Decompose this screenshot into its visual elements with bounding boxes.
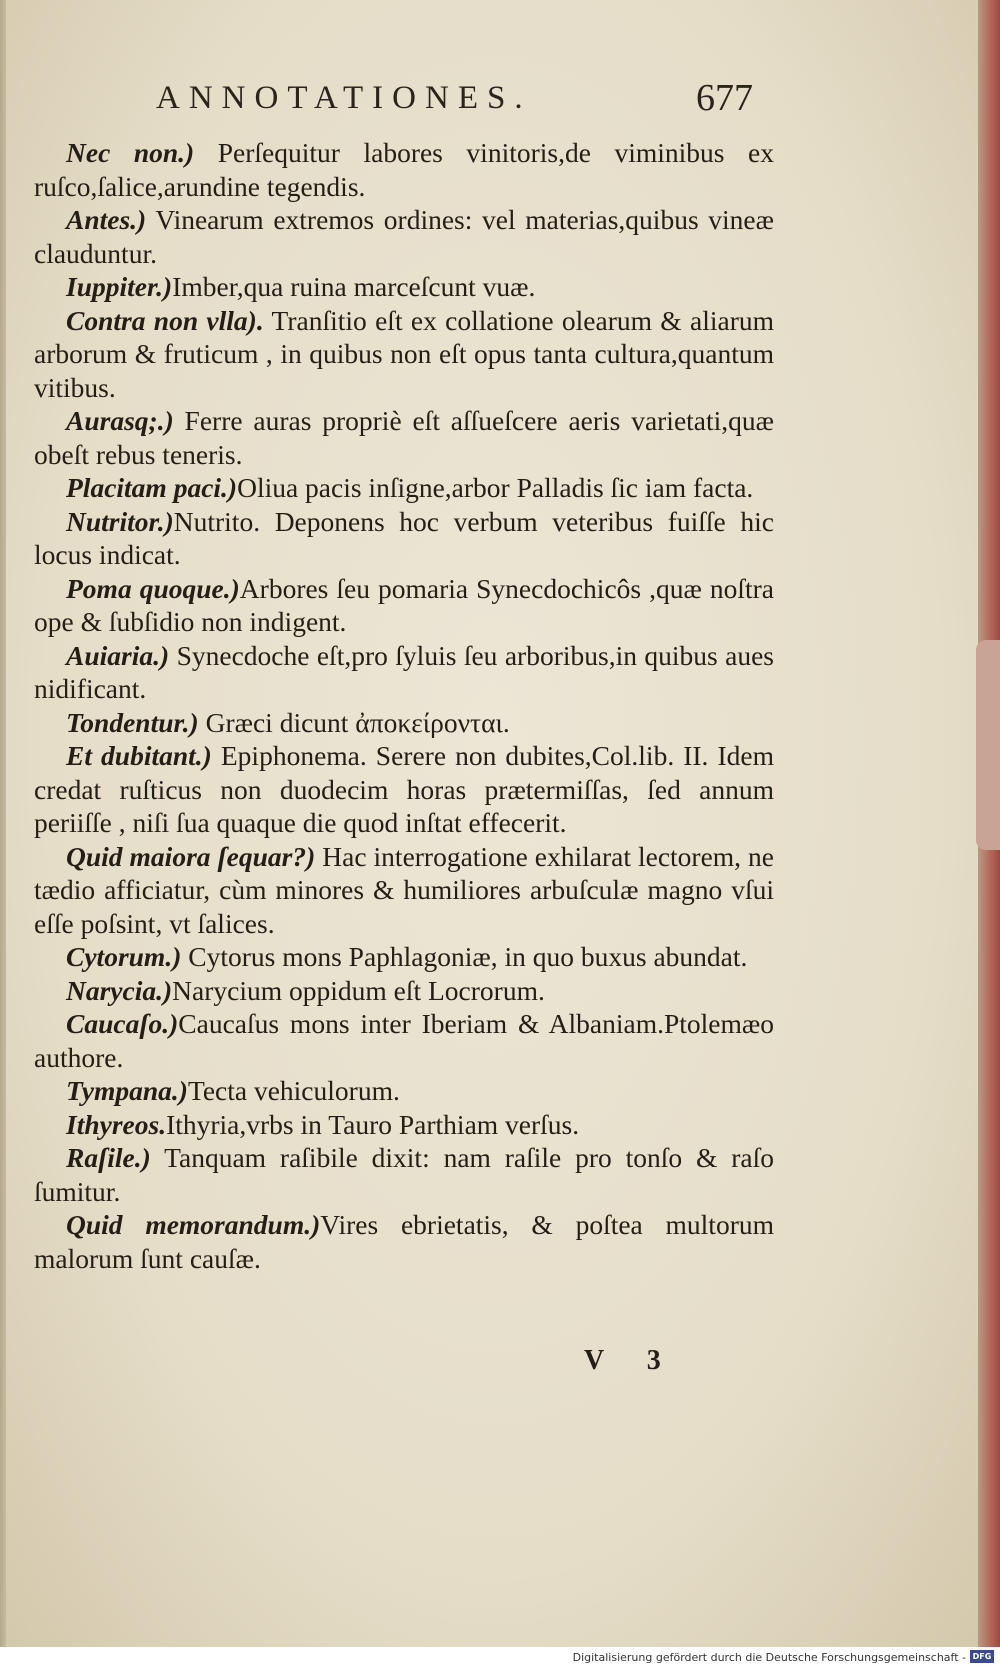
lemma: Quid memorandum.) — [66, 1209, 321, 1240]
commentary: Epiphonema. Serere non dubites,Col.lib. II. Idem credat ruſticus non duodecim horas prætermiſſas, ſed annum periiſſe , niſi ſua quaque die quod inſtat effecerit. — [34, 740, 774, 838]
page-tab — [976, 640, 1000, 850]
annotation-entry — [34, 203, 774, 270]
annotation-text — [34, 136, 774, 1275]
page-number: 677 — [696, 77, 753, 119]
lemma: Cytorum.) — [66, 941, 182, 972]
lemma: Quid maiora ſequar?) — [66, 840, 316, 872]
commentary: Narycium oppidum eſt Locrorum. — [172, 974, 545, 1006]
lemma: Nutritor.) — [66, 505, 174, 537]
annotation-entry — [34, 404, 774, 471]
commentary: Nutrito. Deponens hoc verbum veteribus fuiſſe hic locus indicat. — [34, 505, 774, 570]
lemma: Aurasq;.) — [66, 405, 174, 436]
commentary: Ferre auras propriè eſt aſſueſcere aeris varietati,quæ obeſt rebus teneris. — [34, 405, 774, 470]
commentary: Vinearum extremos ordines: vel materias,quibus vineæ clauduntur. — [34, 204, 774, 269]
annotation-entry — [34, 706, 774, 740]
lemma: Antes.) — [66, 204, 147, 235]
lemma: Auiaria.) — [66, 639, 170, 671]
annotation-entry — [34, 1108, 774, 1142]
commentary: Vires ebrietatis, & poſtea multorum malorum ſunt cauſæ. — [34, 1209, 774, 1274]
commentary: Perſequitur labores vinitoris,de viminibus ex ruſco,ſalice,arundine tegendis. — [34, 137, 774, 202]
annotation-entry — [34, 940, 774, 974]
lemma: Tondentur.) — [66, 706, 199, 738]
annotation-entry — [34, 1074, 774, 1108]
lemma: Narycia.) — [66, 974, 173, 1006]
commentary: Tranſitio eſt ex collatione olearum & aliarum arborum & fruticum , in quibus non eſt opus tanta cultura,quantum vitibus. — [34, 304, 774, 403]
annotation-entry — [34, 739, 774, 840]
running-head: ANNOTATIONES. — [156, 80, 532, 116]
lemma: Contra non vlla). — [66, 304, 264, 336]
annotation-entry — [34, 1141, 774, 1208]
commentary: Imber,qua ruina marceſcunt vuæ. — [172, 271, 536, 302]
annotation-entry — [34, 1208, 774, 1275]
commentary: Cytorus mons Paphlagoniæ, in quo buxus abundat. — [181, 941, 748, 972]
page-header — [6, 77, 981, 130]
lemma: Caucaſo.) — [66, 1008, 179, 1039]
commentary: Oliua pacis inſigne,arbor Palladis ſic iam facta. — [237, 472, 754, 503]
lemma: Ithyreos. — [66, 1108, 167, 1140]
commentary: Græci dicunt ἀποκείρονται. — [198, 706, 510, 738]
annotation-entry — [34, 471, 774, 505]
commentary: Caucaſus mons inter Iberiam & Albaniam.Ptolemæo authore. — [34, 1008, 774, 1073]
commentary: Arbores ſeu pomaria Synecdochicôs ,quæ noſtra ope & ſubſidio non indigent. — [34, 572, 775, 637]
lemma: Raſile.) — [66, 1142, 151, 1173]
lemma: Tympana.) — [66, 1075, 188, 1106]
annotation-entry — [34, 974, 774, 1008]
annotation-entry — [34, 639, 774, 706]
lemma: Nec non.) — [66, 137, 195, 168]
commentary: Synecdoche eſt,pro ſyluis ſeu arboribus,in quibus aues nidificant. — [34, 639, 774, 704]
commentary: Hac interrogatione exhilarat lectorem, ne tædio afficiatur, cùm minores & humiliores arbuſculæ magno vſui eſſe poſsint, vt ſalices. — [34, 840, 774, 939]
lemma: Poma quoque.) — [66, 572, 240, 604]
annotation-entry — [34, 572, 774, 639]
book-page — [6, 0, 981, 1647]
lemma: Et dubitant.) — [66, 740, 212, 771]
annotation-entry — [34, 840, 774, 941]
commentary: Tecta vehiculorum. — [187, 1075, 400, 1106]
annotation-entry — [34, 270, 774, 304]
funding-credit: Digitalisierung gefördert durch die Deutsche Forschungsgemeinschaft - — [572, 1651, 966, 1664]
lemma: Placitam paci.) — [66, 472, 238, 503]
annotation-entry — [34, 304, 774, 405]
lemma: Iuppiter.) — [66, 271, 173, 302]
annotation-entry — [34, 505, 774, 572]
commentary: Tanquam raſibile dixit: nam raſile pro tonſo & raſo ſumitur. — [34, 1142, 774, 1207]
annotation-entry — [34, 1007, 774, 1074]
dfg-logo-icon: DFG — [970, 1650, 994, 1663]
annotation-entry — [34, 136, 774, 203]
signature-mark: V 3 — [584, 1345, 679, 1376]
commentary: Ithyria,vrbs in Tauro Parthiam verſus. — [166, 1108, 580, 1140]
footer-bar — [0, 1647, 1000, 1667]
